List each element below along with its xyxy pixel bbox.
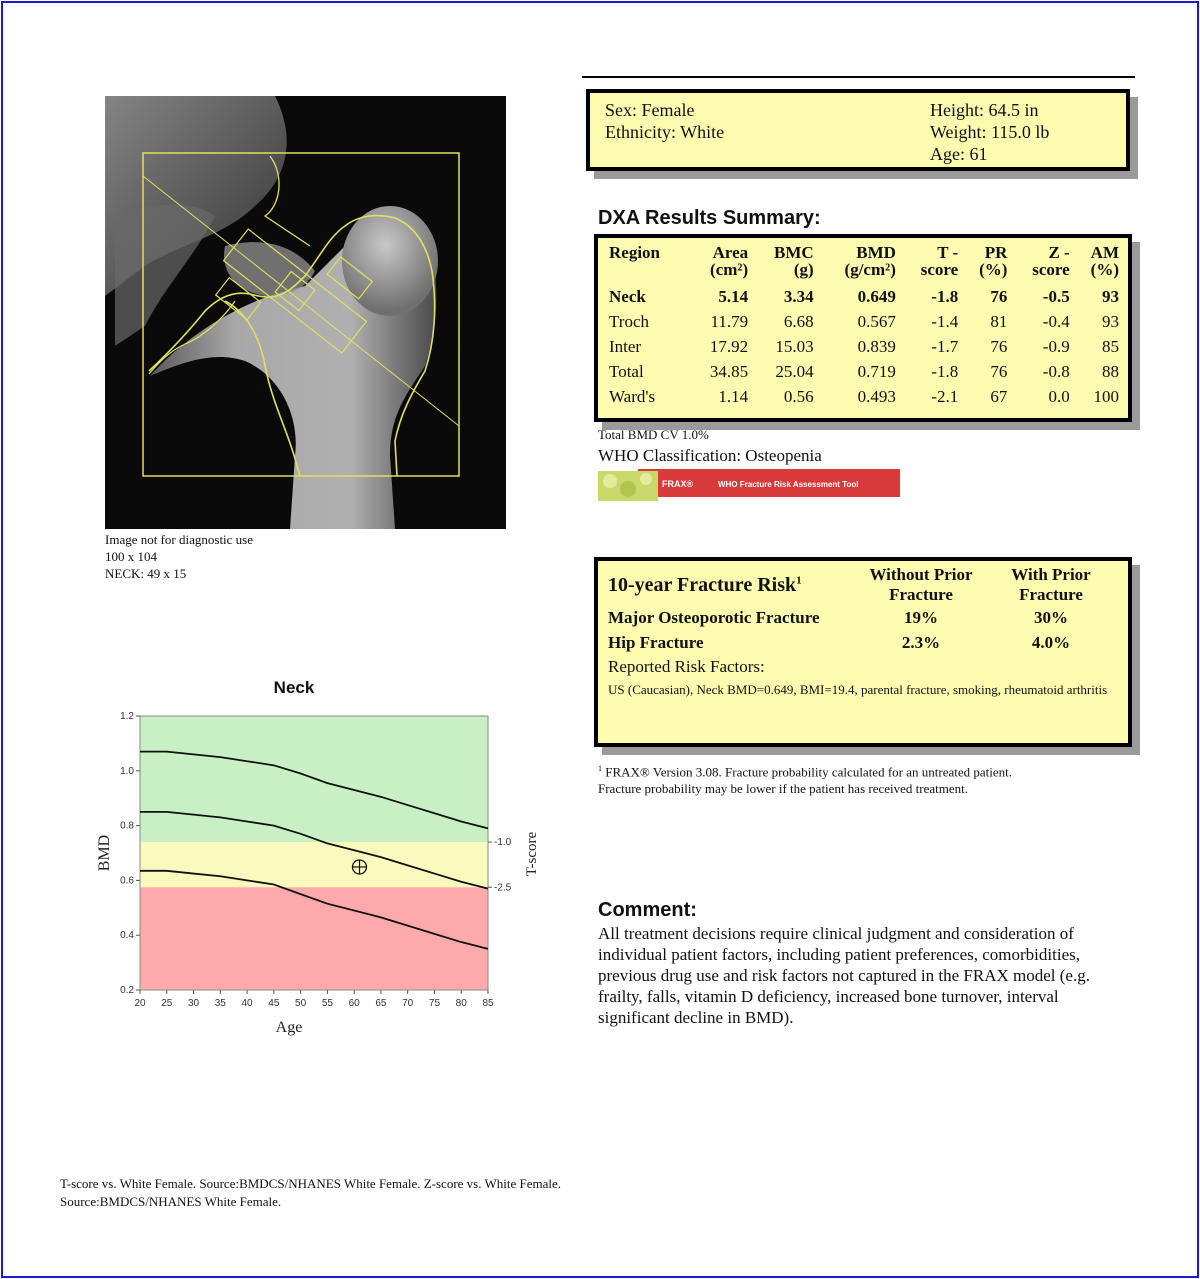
dxa-cell: 76 bbox=[990, 361, 1008, 381]
dxa-cell: 0.567 bbox=[857, 311, 896, 331]
dxa-header-cell: Region bbox=[609, 243, 660, 262]
dxa-cell: 0.0 bbox=[1048, 386, 1070, 406]
x-tick-label: 70 bbox=[402, 998, 414, 1009]
footnote-line2: Fracture probability may be lower if the patient has received treatment. bbox=[598, 781, 968, 797]
dxa-cell: 17.92 bbox=[709, 336, 749, 356]
dxa-row-total bbox=[606, 359, 1122, 384]
dxa-header-cell: T - score bbox=[920, 243, 959, 279]
patient-age: Age: 61 bbox=[930, 144, 988, 164]
x-tick-label: 65 bbox=[375, 998, 387, 1009]
dxa-cell: Neck bbox=[609, 286, 646, 306]
x-tick-label: 75 bbox=[428, 998, 441, 1009]
dxa-header-cell: AM (%) bbox=[1090, 243, 1119, 279]
dxa-cell: 0.493 bbox=[857, 386, 896, 406]
header-rule bbox=[582, 76, 1135, 78]
footnote-line1: FRAX® Version 3.08. Fracture probability calculated for an untreated patient. bbox=[602, 764, 1012, 780]
dxa-row-wards bbox=[606, 384, 1122, 409]
dxa-cell: 76 bbox=[990, 336, 1008, 356]
dxa-cell: 85 bbox=[1102, 336, 1119, 356]
dxa-cell: 6.68 bbox=[783, 311, 814, 331]
chart-band bbox=[140, 887, 488, 990]
dxa-cell: 25.04 bbox=[775, 361, 814, 381]
dxa-header-cell: BMD (g/cm²) bbox=[844, 243, 896, 279]
col-without-prior: Without Prior Fracture bbox=[869, 565, 973, 604]
x-tick-label: 80 bbox=[455, 998, 467, 1009]
dxa-header-cell: BMC (g) bbox=[773, 243, 814, 279]
chart-band bbox=[140, 842, 488, 887]
dxa-cell: 34.85 bbox=[709, 361, 749, 381]
y-tick-label: 1.2 bbox=[120, 711, 134, 722]
dxa-row-inter bbox=[606, 334, 1122, 359]
risk-with: 4.0% bbox=[1031, 632, 1071, 652]
risk-factors-label: Reported Risk Factors: bbox=[608, 657, 765, 676]
dxa-cell: Troch bbox=[609, 311, 649, 331]
patient-height: Height: 64.5 in bbox=[930, 100, 1039, 120]
y-tick-label: 0.2 bbox=[120, 985, 134, 996]
y-axis-label: BMD bbox=[96, 834, 113, 872]
x-tick-label: 50 bbox=[295, 998, 307, 1009]
y2-axis-label: T-score bbox=[524, 831, 540, 877]
patient-weight: Weight: 115.0 lb bbox=[930, 122, 1050, 142]
x-tick-label: 25 bbox=[161, 998, 173, 1009]
dxa-header-cell: Z - score bbox=[1032, 243, 1070, 279]
dxa-cell: 1.14 bbox=[718, 386, 749, 406]
y-tick-label: 1.0 bbox=[120, 765, 134, 777]
dxa-cell: 81 bbox=[990, 311, 1008, 331]
dxa-cell: 11.79 bbox=[710, 311, 749, 331]
frax-logo-graphic bbox=[598, 469, 900, 501]
x-tick-label: 85 bbox=[482, 998, 494, 1009]
dxa-cell: 88 bbox=[1102, 361, 1119, 381]
risk-factors: US (Caucasian), Neck BMD=0.649, BMI=19.4, parental fracture, smoking, rheumatoid arthritis bbox=[608, 682, 1108, 697]
caption-dimensions: 100 x 104 bbox=[105, 549, 157, 564]
y-tick-label: 0.4 bbox=[120, 930, 134, 942]
risk-label: Hip Fracture bbox=[608, 632, 704, 652]
y-tick-label: 0.6 bbox=[120, 875, 134, 887]
dxa-cell: -1.8 bbox=[931, 361, 959, 381]
frax-logo bbox=[598, 469, 900, 501]
neck-chart bbox=[90, 672, 560, 1042]
patient-ethnicity: Ethnicity: White bbox=[605, 122, 725, 142]
x-tick-label: 35 bbox=[214, 998, 226, 1009]
frax-logo-brand: FRAX® bbox=[662, 479, 694, 489]
dxa-cell: Inter bbox=[609, 336, 642, 356]
dxa-cell: 93 bbox=[1102, 311, 1119, 331]
dxa-cell: 5.14 bbox=[718, 286, 749, 306]
comment-body: All treatment decisions require clinical judgment and consideration of individual patient factors, including patient preferences, comorbidities, previous drug use and risk factors not captured in the FRAX model (e.g. frailty, falls, vitamin D deficiency, increased bone turnover, interval significant decline in BMD). bbox=[598, 924, 1090, 1027]
tscore-tick-label: -1.0 bbox=[494, 837, 512, 849]
dxa-cell: -1.8 bbox=[931, 286, 959, 306]
caption-neck: NECK: 49 x 15 bbox=[105, 566, 187, 581]
dxa-cell: 100 bbox=[1093, 386, 1119, 406]
dxa-cell: -0.9 bbox=[1042, 336, 1070, 356]
risk-label: Major Osteoporotic Fracture bbox=[608, 607, 820, 627]
fracture-risk-box bbox=[594, 557, 1132, 747]
dxa-cell: 0.56 bbox=[783, 386, 814, 406]
dxa-results-table bbox=[606, 244, 1122, 409]
x-tick-label: 55 bbox=[321, 998, 333, 1009]
dxa-cell: Total bbox=[609, 361, 644, 381]
dxa-cell: -1.7 bbox=[931, 336, 959, 356]
risk-without: 19% bbox=[904, 607, 938, 627]
x-tick-label: 20 bbox=[134, 998, 146, 1009]
dxa-cell: 3.34 bbox=[783, 286, 814, 306]
dxa-cell: 0.839 bbox=[857, 336, 896, 356]
dxa-cell: 76 bbox=[990, 286, 1008, 306]
x-tick-label: 30 bbox=[187, 998, 200, 1009]
y-tick-label: 0.8 bbox=[120, 820, 134, 832]
dxa-results-box bbox=[594, 234, 1132, 422]
patient-info-box bbox=[586, 89, 1130, 171]
image-caption bbox=[105, 531, 253, 582]
dxa-cell: 93 bbox=[1102, 286, 1119, 306]
col-with-prior: With Prior Fracture bbox=[1011, 565, 1091, 604]
dxa-cell: 15.03 bbox=[775, 336, 814, 356]
dxa-row-neck bbox=[606, 284, 1122, 309]
dxa-cell: 0.719 bbox=[857, 361, 896, 381]
chart-title: Neck bbox=[273, 678, 315, 697]
patient-sex: Sex: Female bbox=[605, 100, 695, 120]
dxa-title: DXA Results Summary: bbox=[598, 207, 821, 229]
dxa-cell: 0.649 bbox=[857, 286, 896, 306]
total-bmd-cv: Total BMD CV 1.0% bbox=[598, 427, 709, 442]
frax-logo-tagline: WHO Fracture Risk Assessment Tool bbox=[718, 480, 859, 489]
dxa-cell: 67 bbox=[990, 386, 1008, 406]
reference-note: T-score vs. White Female. Source:BMDCS/NHANES White Female. Z-score vs. White Female. Source:BMDCS/NHANES White Female. bbox=[60, 1176, 562, 1209]
risk-row-hip bbox=[608, 630, 1116, 655]
dxa-header-cell: Area (cm²) bbox=[710, 243, 749, 279]
risk-with: 30% bbox=[1034, 607, 1068, 627]
dxa-cell: -2.1 bbox=[931, 386, 959, 406]
tscore-tick-label: -2.5 bbox=[494, 882, 512, 894]
dxa-cell: Ward's bbox=[609, 386, 656, 406]
dxa-cell: -0.4 bbox=[1042, 311, 1070, 331]
caption-diagnostic: Image not for diagnostic use bbox=[105, 532, 254, 547]
dxa-cell: -0.8 bbox=[1042, 361, 1070, 381]
who-classification: WHO Classification: Osteopenia bbox=[598, 446, 822, 465]
frax-footnote bbox=[598, 760, 1012, 797]
x-axis-label: Age bbox=[275, 1019, 303, 1036]
fracture-risk-title: 10-year Fracture Risk$^1$ bbox=[608, 573, 802, 596]
comment-title: Comment: bbox=[598, 899, 697, 921]
dxa-row-troch bbox=[606, 309, 1122, 334]
dxa-header-cell: PR (%) bbox=[979, 243, 1008, 279]
dxa-cell: -1.4 bbox=[931, 311, 959, 331]
dxa-cell: -0.5 bbox=[1042, 286, 1070, 306]
femur-scan-image bbox=[105, 96, 506, 529]
x-tick-label: 45 bbox=[268, 998, 280, 1009]
footnote-mark: 1 bbox=[598, 764, 602, 773]
neck-chart-svg bbox=[90, 672, 560, 1042]
fracture-risk-table bbox=[608, 565, 1116, 655]
risk-without: 2.3% bbox=[901, 632, 941, 652]
x-tick-label: 40 bbox=[241, 998, 253, 1009]
x-tick-label: 60 bbox=[348, 998, 360, 1009]
risk-row-major bbox=[608, 605, 1116, 630]
